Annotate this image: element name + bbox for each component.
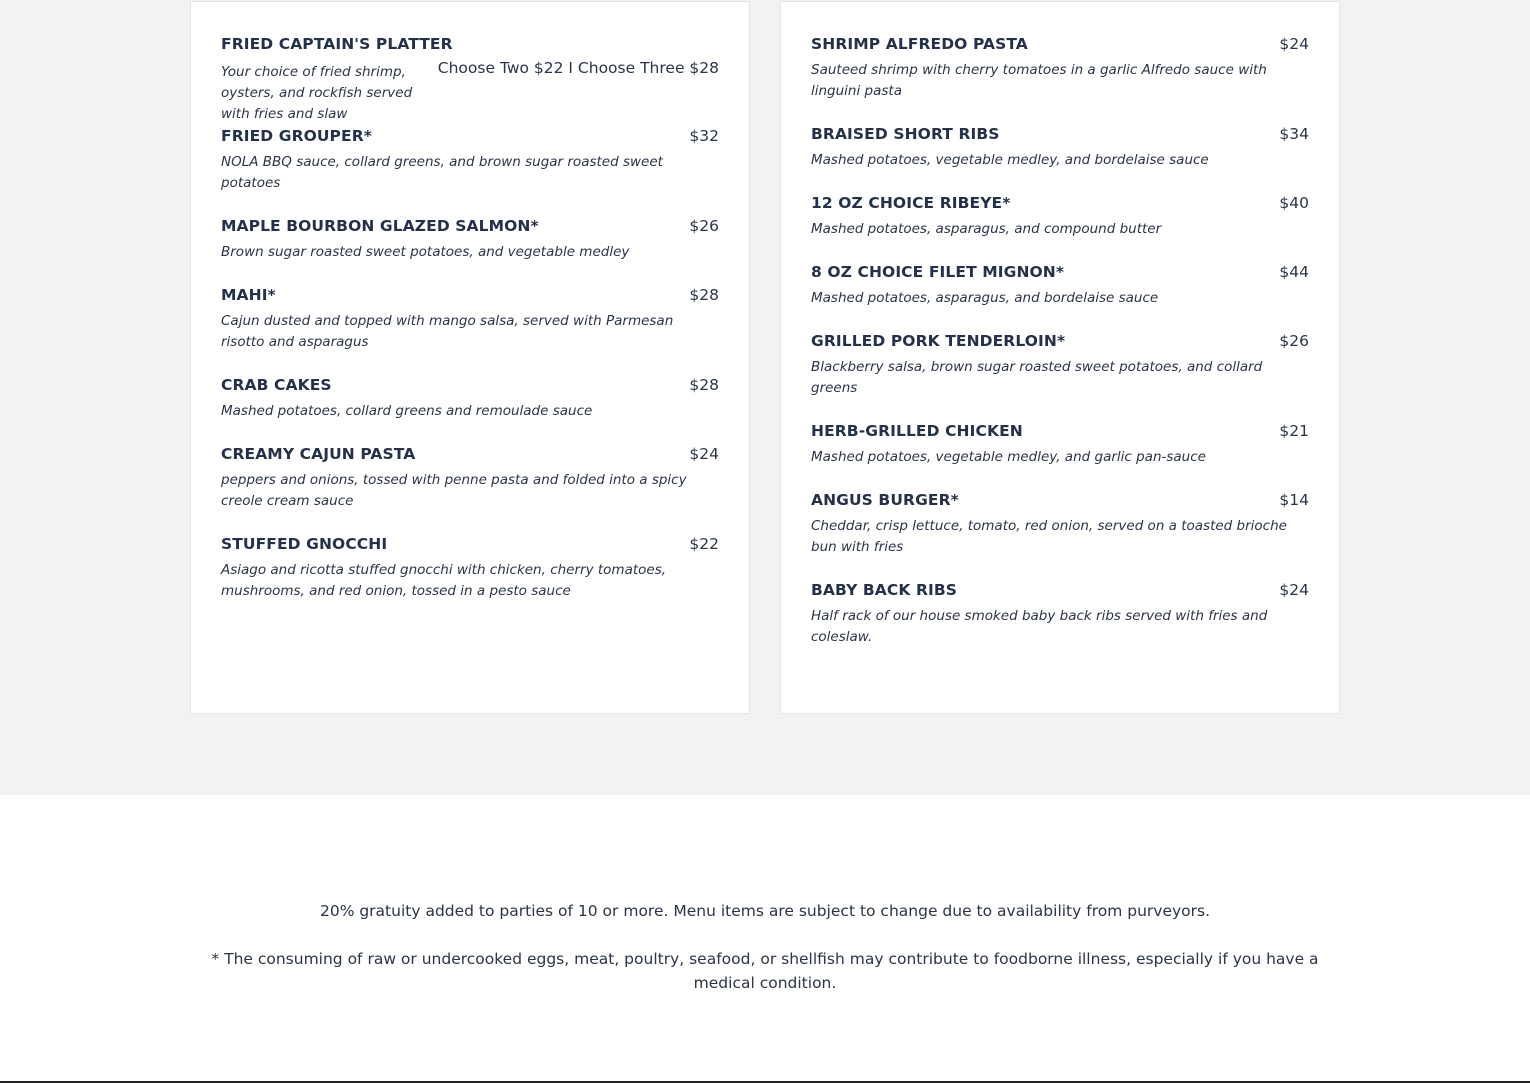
item-name: SHRIMP ALFREDO PASTA bbox=[811, 35, 1028, 53]
item-name: FRIED CAPTAIN'S PLATTER bbox=[221, 35, 453, 53]
gratuity-note: 20% gratuity added to parties of 10 or more. Menu items are subject to change due to availability from purveyors. bbox=[319, 902, 1211, 920]
item-description: Sauteed shrimp with cherry tomatoes in a garlic Alfredo sauce with linguini pasta bbox=[811, 62, 1267, 99]
menu-item bbox=[221, 285, 719, 353]
menu-item bbox=[221, 126, 719, 194]
item-price: $24 bbox=[1279, 581, 1309, 599]
item-price: $14 bbox=[1279, 491, 1309, 509]
item-description: Asiago and ricotta stuffed gnocchi with chicken, cherry tomatoes, mushrooms, and red onion, tossed in a pesto sauce bbox=[221, 562, 667, 599]
item-name: BABY BACK RIBS bbox=[811, 581, 958, 599]
item-name: MAHI* bbox=[221, 286, 276, 304]
item-price: $28 bbox=[689, 376, 719, 394]
item-name: 12 OZ CHOICE RIBEYE* bbox=[811, 194, 1011, 212]
item-price: $24 bbox=[1279, 35, 1309, 53]
menu-item bbox=[811, 34, 1309, 102]
menu-footer bbox=[0, 795, 1530, 1083]
item-description: Blackberry salsa, brown sugar roasted sweet potatoes, and collard greens bbox=[811, 359, 1263, 396]
menu-card-left bbox=[190, 1, 750, 714]
health-warning: * The consuming of raw or undercooked eggs, meat, poultry, seafood, or shellfish may contribute to foodborne illness, especially if you have a medical condition. bbox=[211, 950, 1319, 992]
item-name: CRAB CAKES bbox=[221, 376, 332, 394]
item-name: MAPLE BOURBON GLAZED SALMON* bbox=[221, 217, 539, 235]
item-price: $24 bbox=[689, 445, 719, 463]
menu-item bbox=[811, 331, 1309, 399]
menu-card-right bbox=[780, 1, 1340, 714]
menu-item bbox=[811, 490, 1309, 558]
item-description: Mashed potatoes, asparagus, and bordelaise sauce bbox=[811, 290, 1159, 306]
item-description: Mashed potatoes, vegetable medley, and bordelaise sauce bbox=[811, 152, 1209, 168]
item-price: $44 bbox=[1279, 263, 1309, 281]
item-name: ANGUS BURGER* bbox=[811, 491, 959, 509]
item-description: Mashed potatoes, vegetable medley, and garlic pan-sauce bbox=[811, 449, 1206, 465]
menu-item bbox=[221, 34, 719, 122]
item-price: $34 bbox=[1279, 125, 1309, 143]
menu-item bbox=[221, 444, 719, 512]
item-name: GRILLED PORK TENDERLOIN* bbox=[811, 332, 1066, 350]
menu-item bbox=[221, 534, 719, 602]
item-description: peppers and onions, tossed with penne pasta and folded into a spicy creole cream sauce bbox=[221, 472, 687, 509]
item-name: STUFFED GNOCCHI bbox=[221, 535, 388, 553]
item-description: Cheddar, crisp lettuce, tomato, red onion, served on a toasted brioche bun with fries bbox=[811, 518, 1287, 555]
item-name: 8 OZ CHOICE FILET MIGNON* bbox=[811, 263, 1065, 281]
item-description: Mashed potatoes, collard greens and remoulade sauce bbox=[221, 403, 593, 419]
menu-item bbox=[811, 124, 1309, 171]
item-price: $40 bbox=[1279, 194, 1309, 212]
menu-item bbox=[221, 375, 719, 422]
item-description: Your choice of fried shrimp, oysters, and rockfish served with fries and slaw bbox=[221, 64, 413, 122]
menu-item bbox=[811, 193, 1309, 240]
item-name: BRAISED SHORT RIBS bbox=[811, 125, 1000, 143]
item-description: NOLA BBQ sauce, collard greens, and brown sugar roasted sweet potatoes bbox=[221, 154, 663, 191]
item-price: $26 bbox=[1279, 332, 1309, 350]
item-description: Mashed potatoes, asparagus, and compound butter bbox=[811, 221, 1162, 237]
item-name: HERB-GRILLED CHICKEN bbox=[811, 422, 1023, 440]
item-price: $28 bbox=[689, 286, 719, 304]
menu-item bbox=[811, 421, 1309, 468]
item-name: FRIED GROUPER* bbox=[221, 127, 372, 145]
item-description: Brown sugar roasted sweet potatoes, and vegetable medley bbox=[221, 244, 630, 260]
item-description: Half rack of our house smoked baby back ribs served with fries and coleslaw. bbox=[811, 608, 1268, 645]
item-price: $21 bbox=[1279, 422, 1309, 440]
item-price: $32 bbox=[689, 127, 719, 145]
menu-item bbox=[221, 216, 719, 263]
item-name: CREAMY CAJUN PASTA bbox=[221, 445, 416, 463]
item-description: Cajun dusted and topped with mango salsa, served with Parmesan risotto and asparagus bbox=[221, 313, 674, 350]
menu-item bbox=[811, 580, 1309, 648]
item-price: $22 bbox=[689, 535, 719, 553]
menu-item bbox=[811, 262, 1309, 309]
item-price: Choose Two $22 I Choose Three $28 bbox=[437, 59, 719, 77]
item-price: $26 bbox=[689, 217, 719, 235]
